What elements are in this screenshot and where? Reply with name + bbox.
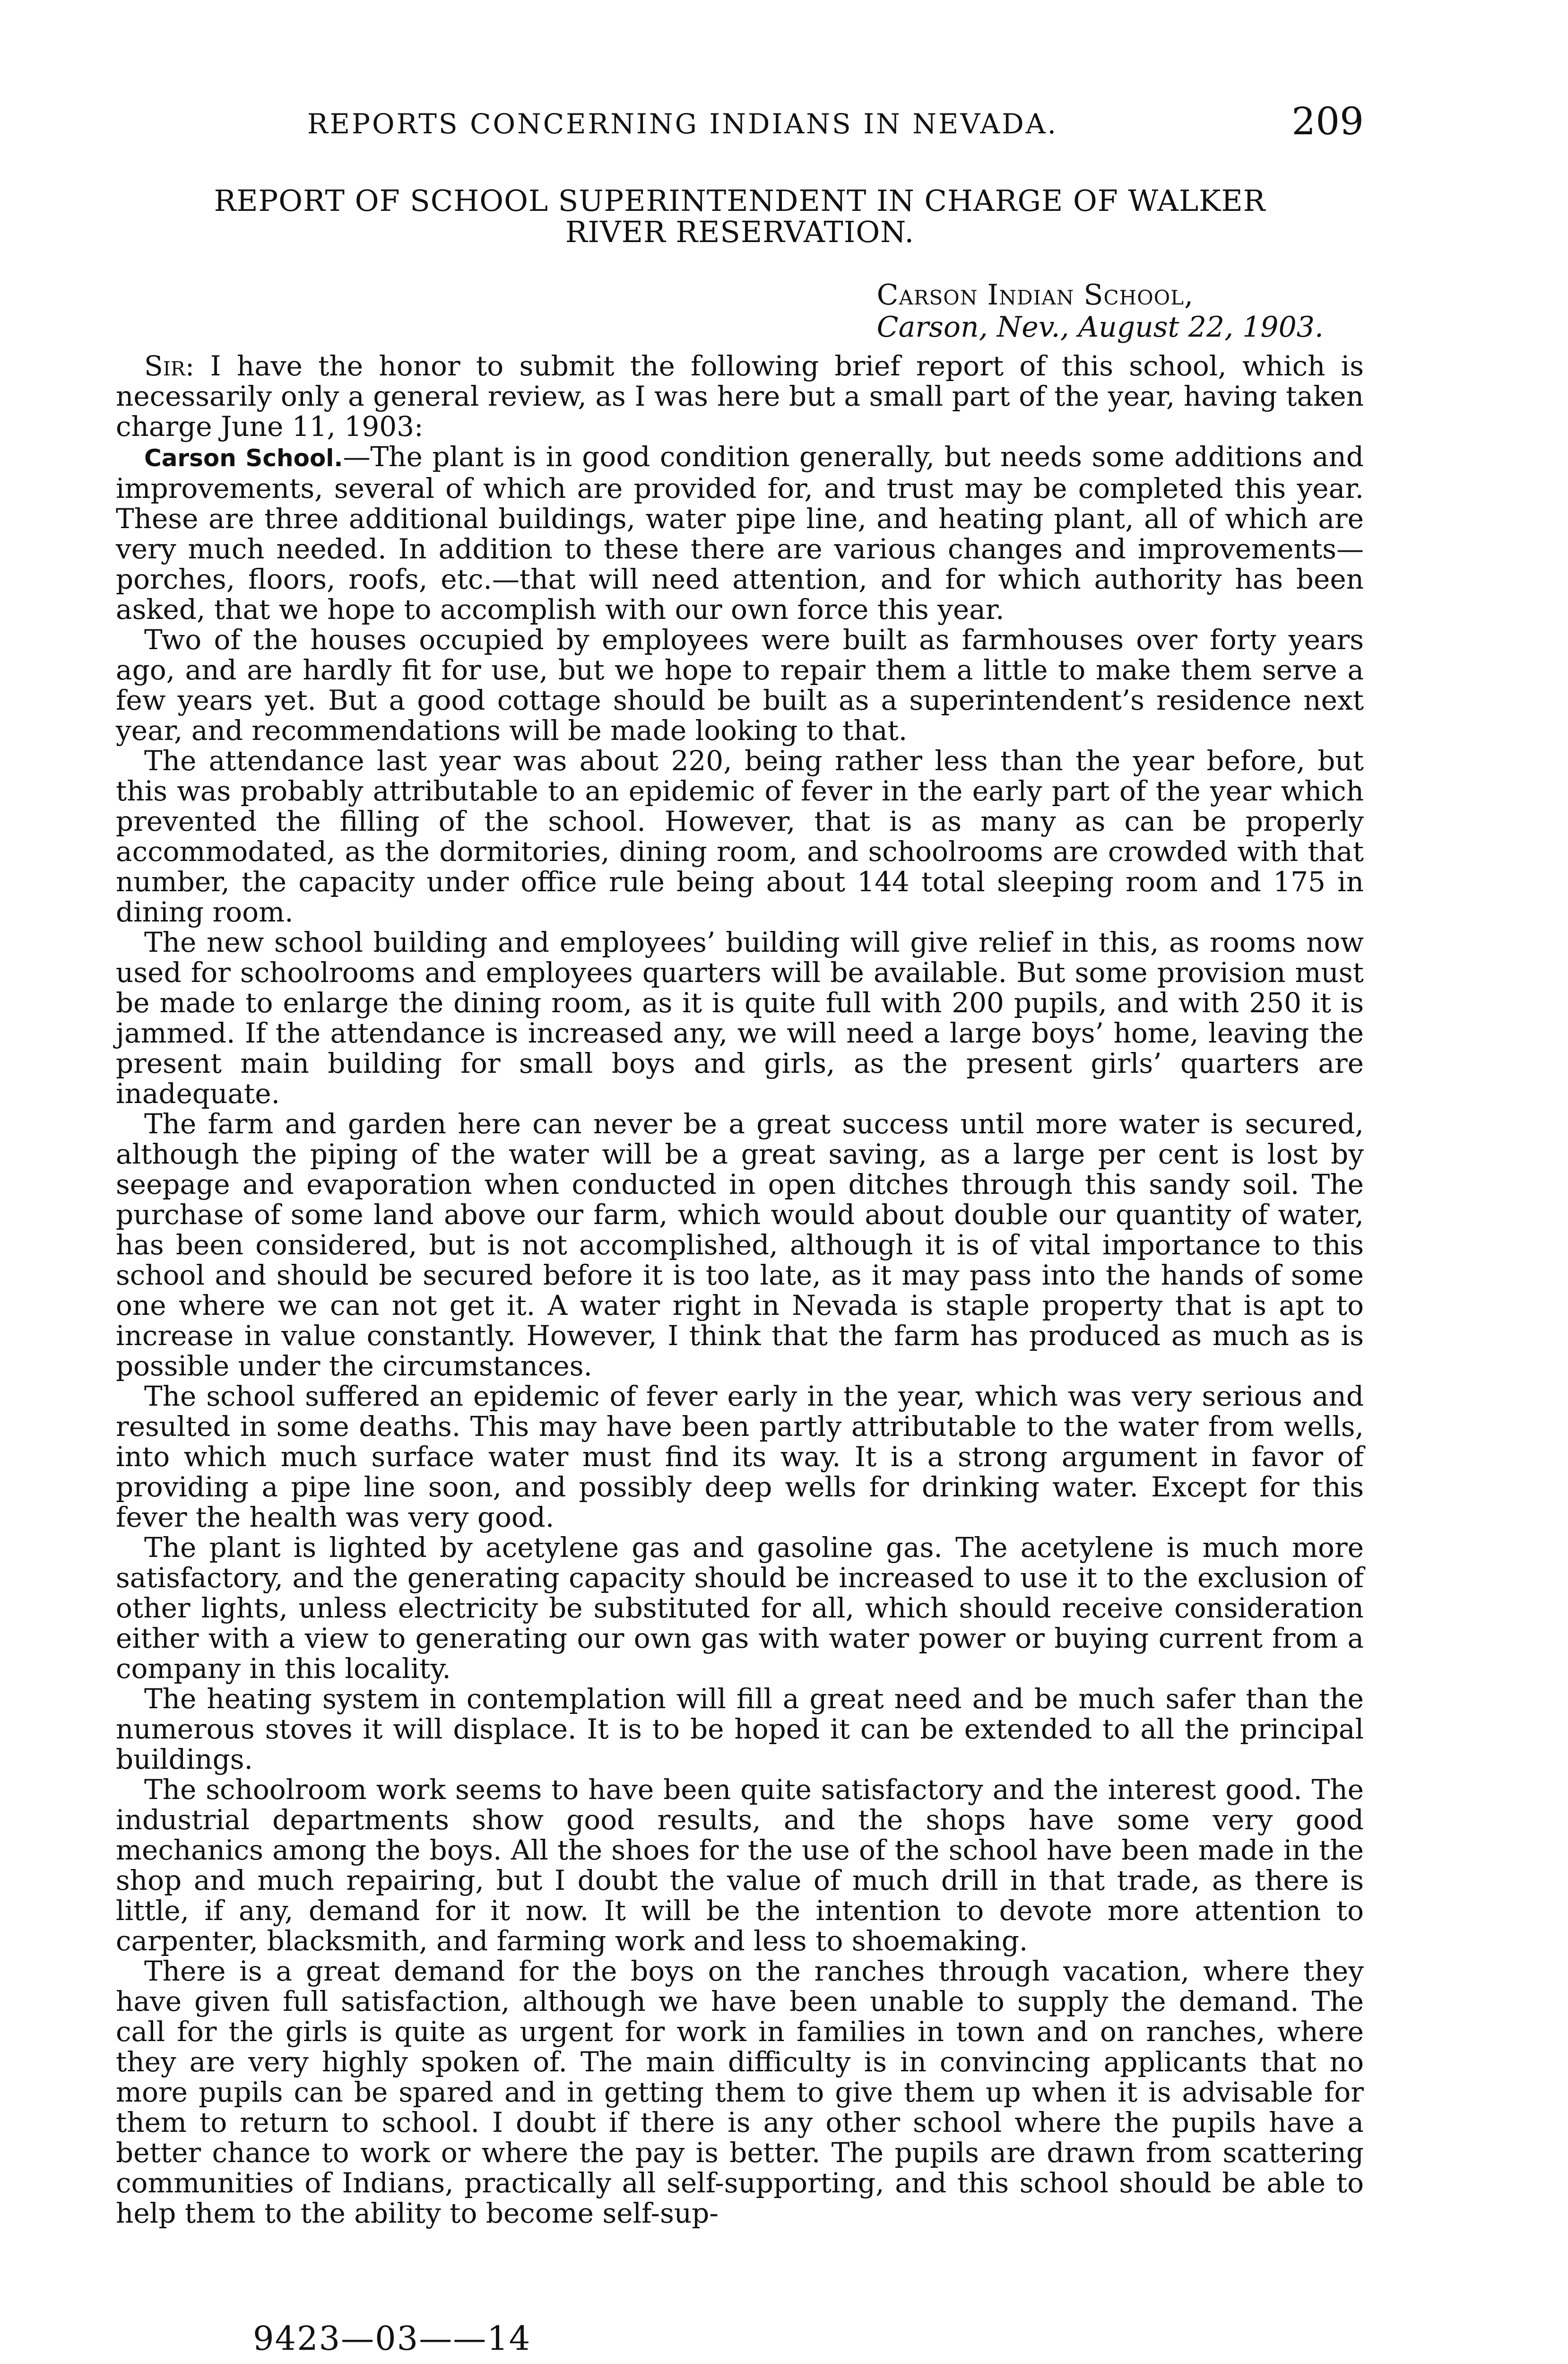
paragraph-health: The school suffered an epidemic of fever early in the year, which was very serious and resulted in some deaths. This may have been partly attributable to the water from wells, into which much surface water must find its way. It is a strong argument in favor of providing a pipe line soon, and possibly deep wells for drinking water. Except for this fever the health was very good. xyxy=(116,1380,1364,1533)
paragraph-attendance: The attendance last year was about 220, being rather less than the year before, but this was probably attributable to an epidemic of fever in the early part of the year which prevented the filling of the school. However, that is as many as can be properly accommodated, as the dormitories, dining room, and schoolrooms are crowded with that number, the capacity under office rule being about 144 total sleeping room and 175 in dining room. xyxy=(116,745,1364,928)
paragraph-new-buildings: The new school building and employees’ building will give relief in this, as rooms now used for schoolrooms and employees quarters will be available. But some provision must be made to enlarge the dining room, as it is quite full with 200 pupils, and with 250 it is jammed. If the attendance is increased any, we will need a large boys’ home, leaving the present main building for small boys and girls, as the present girls’ quarters are inadequate. xyxy=(116,926,1364,1110)
running-head xyxy=(116,99,1364,143)
section-heading-carson-school: Carson School. xyxy=(144,444,343,472)
salutation: Sir: xyxy=(144,350,195,382)
paragraph-heating: The heating system in contemplation will fill a great need and be much safer than the numerous stoves it will displace. It is to be hoped it can be extended to all the principal buildings. xyxy=(116,1683,1364,1775)
report-body xyxy=(116,351,1364,2228)
paragraph-employee-houses: Two of the houses occupied by employees were built as farmhouses over forty years ago, and are hardly fit for use, but we hope to repair them a little to make them serve a few years yet. But a good cottage should be built as a superintendent’s residence next year, and recommendations will be made looking to that. xyxy=(116,624,1364,747)
report-title-line-1: REPORT OF SCHOOL SUPERINTENDENT IN CHARGE OF WALKER xyxy=(214,183,1266,218)
report-title xyxy=(116,185,1364,248)
paragraph-ranch-demand: There is a great demand for the boys on the ranches through vacation, where they have given full satisfaction, although we have been unable to supply the demand. The call for the girls is quite as urgent for work in families in town and on ranches, where they are very highly spoken of. The main difficulty is in convincing applicants that no more pupils can be spared and in getting them to give them up when it is advisable for them to return to school. I doubt if there is any other school where the pupils have a better chance to work or where the pay is better. The pupils are drawn from scattering communities of Indians, practically all self-supporting, and this school should be able to help them to the ability to become self-sup- xyxy=(116,1955,1364,2229)
dateline-organization: Carson Indian School, xyxy=(876,278,1194,312)
dateline-place-date: Carson, Nev., August 22, 1903. xyxy=(876,311,1324,344)
paragraph-lighting: The plant is lighted by acetylene gas and gasoline gas. The acetylene is much more satisfactory, and the generating capacity should be increased to use it to the exclusion of other lights, unless electricity be substituted for all, which should receive consideration either with a view to generating our own gas with water power or buying current from a company in this locality. xyxy=(116,1531,1364,1685)
dateline xyxy=(877,279,1324,343)
paragraph-intro xyxy=(116,351,1364,442)
page-number: 209 xyxy=(1291,99,1364,143)
report-title-line-2: RIVER RESERVATION. xyxy=(565,215,915,249)
paragraph-carson-school xyxy=(116,442,1364,625)
paragraph-intro-text: I have the honor to submit the following brief report of this school, which is necessarily only a general review, as I was here but a small part of the year, having taken charge June 11, 1903: xyxy=(116,350,1364,443)
paragraph-farm-water: The farm and garden here can never be a great success until more water is secured, although the piping of the water will be a great saving, as a large per cent is lost by seepage and evaporation when conducted in open ditches through this sandy soil. The purchase of some land above our farm, which would about double our quantity of water, has been considered, but is not accomplished, although it is of vital importance to this school and should be secured before it is too late, as it may pass into the hands of some one where we can not get it. A water right in Nevada is staple property that is apt to increase in value constantly. However, I think that the farm has produced as much as is possible under the circumstances. xyxy=(116,1108,1364,1382)
document-page xyxy=(116,0,1364,2364)
printer-signature-code: 9423—03——14 xyxy=(253,2319,531,2358)
paragraph-carson-school-text: —The plant is in good condition generally, but needs some additions and improvements, several of which are provided for, and trust may be completed this year. These are three additional buildings, water pipe line, and heating plant, all of which are very much needed. In addition to these there are various changes and improvements—porches, floors, roofs, etc.—that will need attention, and for which authority has been asked, that we hope to accomplish with our own force this year. xyxy=(116,441,1364,626)
running-title: REPORTS CONCERNING INDIANS IN NEVADA. xyxy=(307,108,1058,140)
paragraph-schoolroom-work: The schoolroom work seems to have been quite satisfactory and the interest good. The industrial departments show good results, and the shops have some very good mechanics among the boys. All the shoes for the use of the school have been made in the shop and much repairing, but I doubt the value of much drill in that trade, as there is little, if any, demand for it now. It will be the intention to devote more attention to carpenter, blacksmith, and farming work and less to shoemaking. xyxy=(116,1773,1364,1957)
